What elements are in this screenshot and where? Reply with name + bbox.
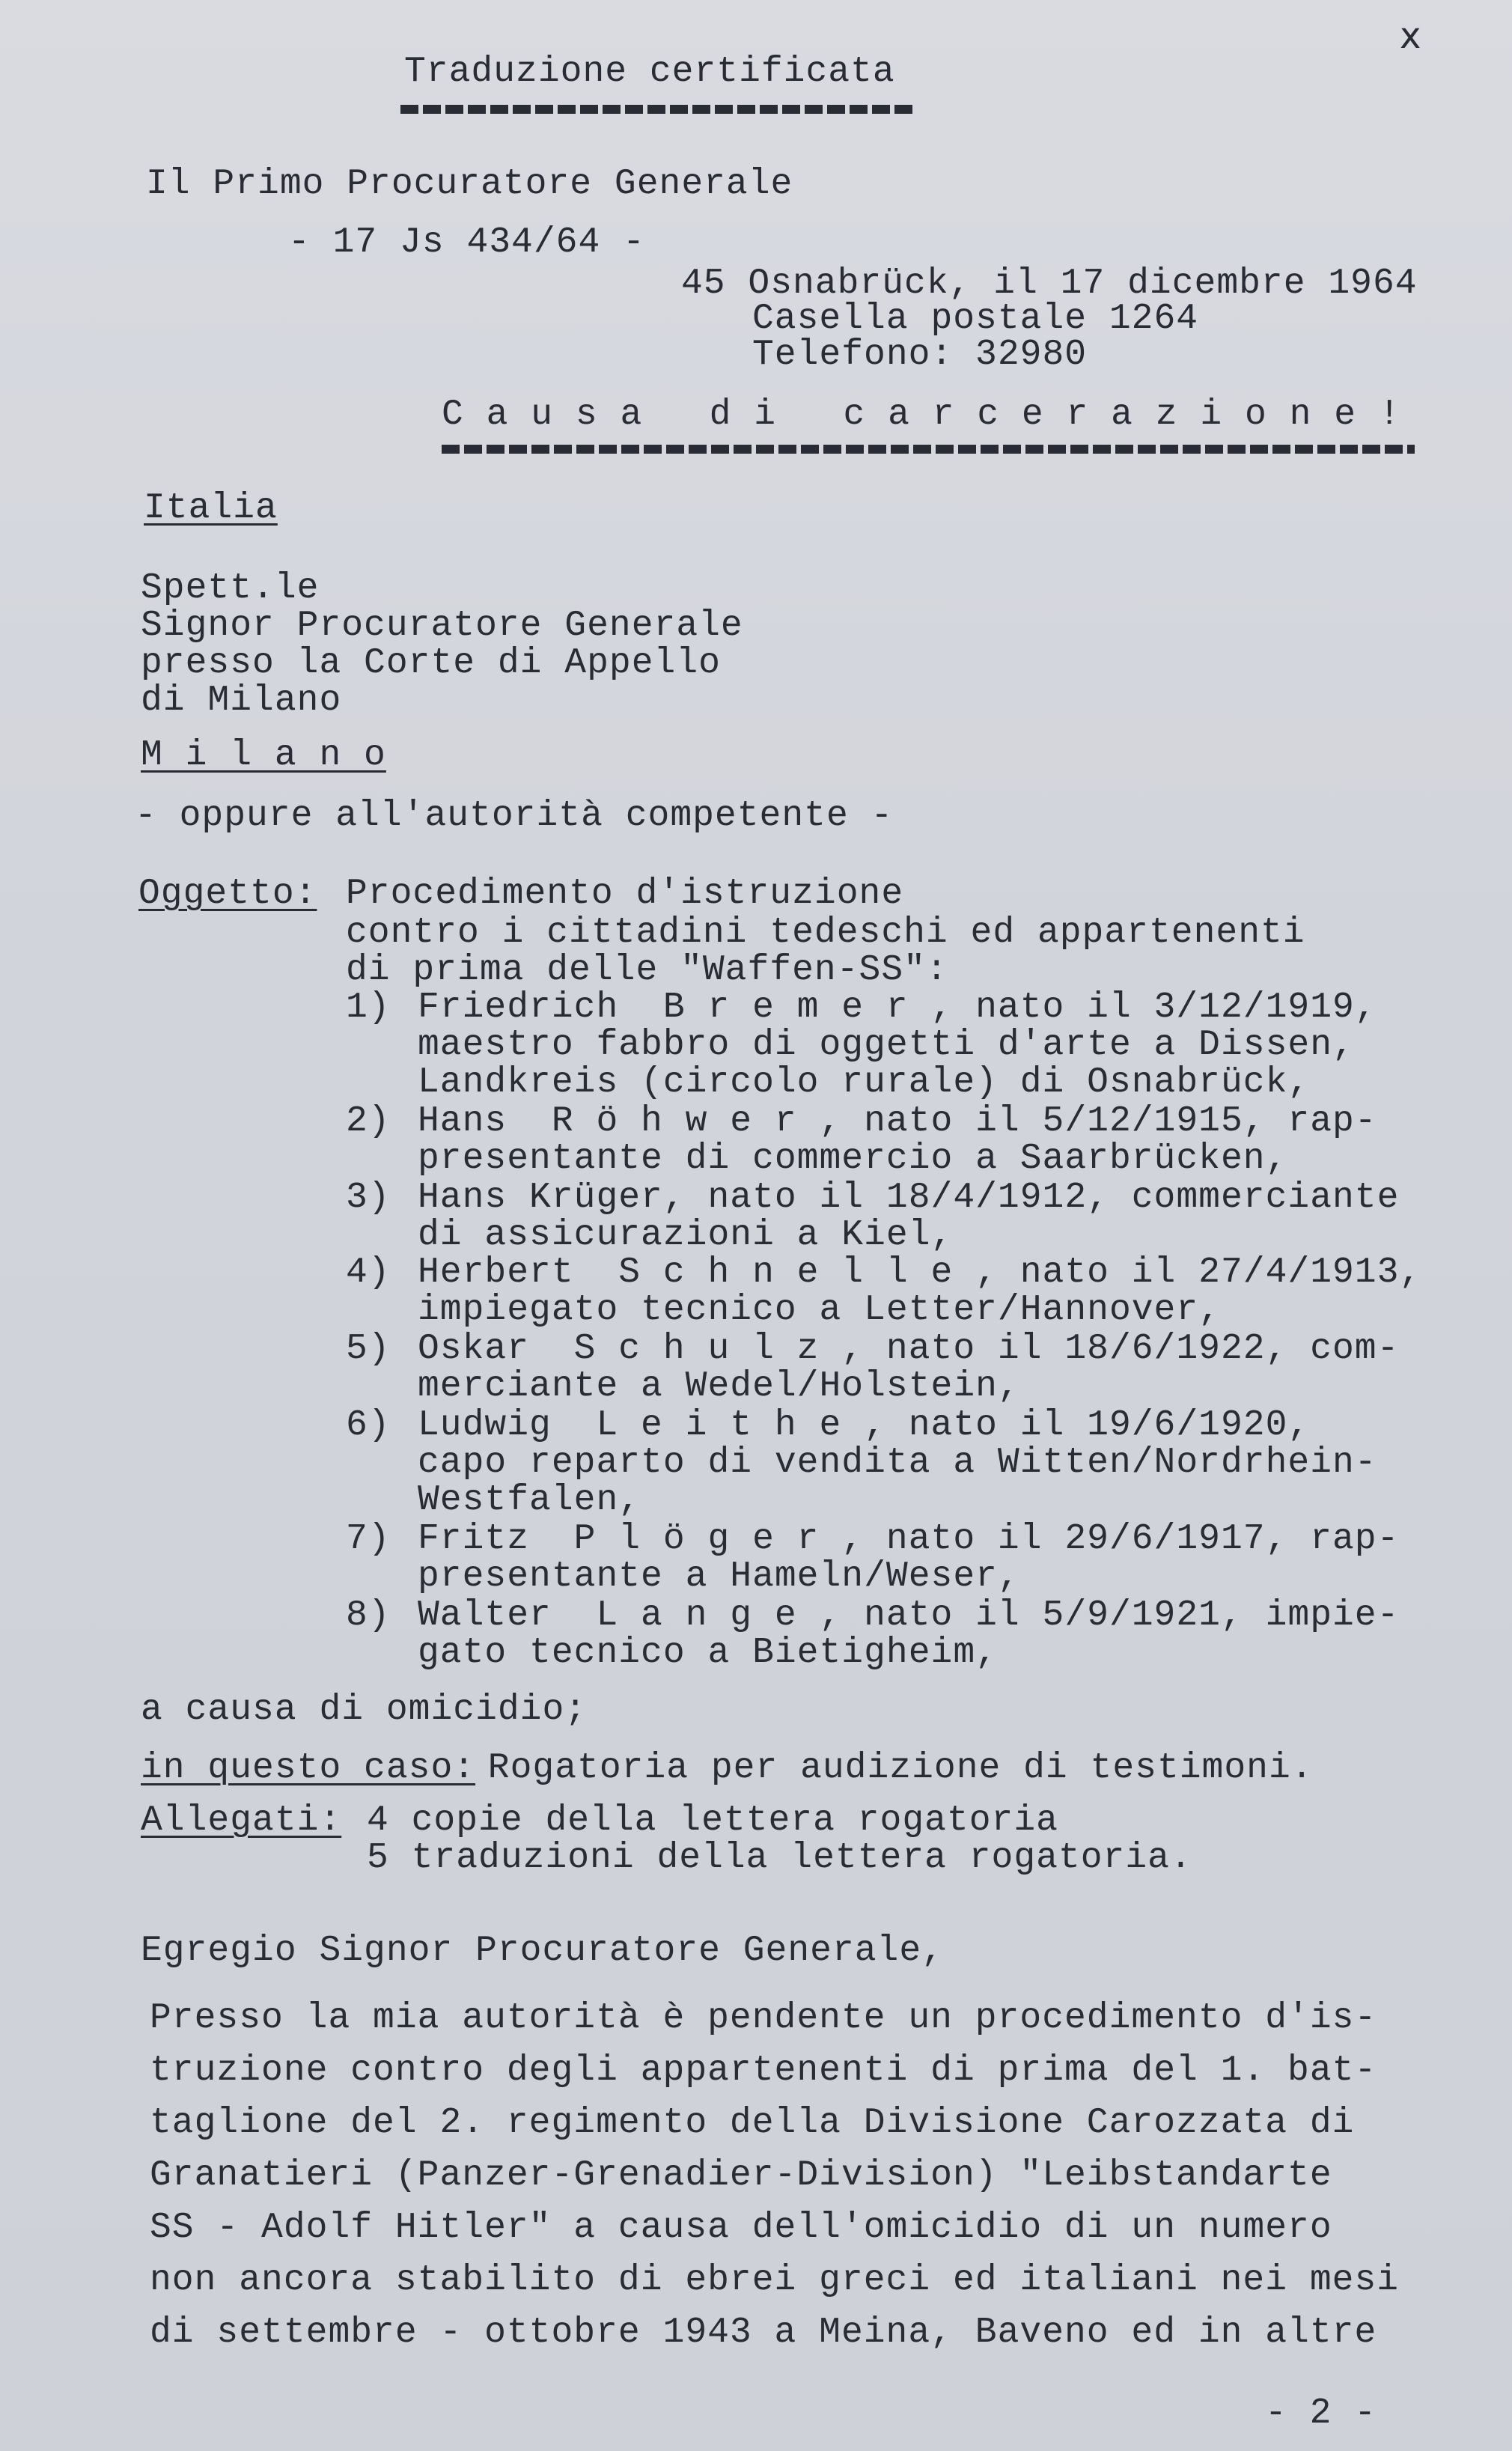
recipient-line: di Milano [141, 681, 342, 721]
file-number: - 17 Js 434/64 - [288, 222, 645, 263]
place-date: 45 Osnabrück, il 17 dicembre 1964 [681, 264, 1418, 304]
document-title: Traduzione certificata [404, 52, 895, 92]
person-line: impiegato tecnico a Letter/Hannover, [418, 1290, 1221, 1330]
person-line: presentante di commercio a Saarbrücken, [418, 1139, 1288, 1179]
subject-line: di prima delle "Waffen-SS": [346, 950, 948, 990]
body-line: SS - Adolf Hitler" a causa dell'omicidio di un numero [150, 2208, 1332, 2248]
recipient-country: Italia [144, 488, 278, 529]
person-number: 8) [346, 1595, 391, 1636]
person-line: Landkreis (circolo rurale) di Osnabrück, [418, 1062, 1311, 1103]
recipient-line: Signor Procuratore Generale [141, 606, 743, 646]
cause-text: a causa di omicidio; [141, 1690, 588, 1730]
notice-rule [442, 445, 1415, 454]
person-line: Herbert S c h n e l l e , nato il 27/4/1913, [418, 1252, 1422, 1293]
recipient-alternative: - oppure all'autorità competente - [135, 796, 894, 836]
body-line: di settembre - ottobre 1943 a Meina, Baveno ed in altre [150, 2313, 1377, 2353]
person-line: Fritz P l ö g e r , nato il 29/6/1917, rap- [418, 1519, 1400, 1559]
page-number: - 2 - [1265, 2393, 1377, 2434]
person-number: 1) [346, 987, 391, 1028]
person-line: Westfalen, [418, 1480, 641, 1520]
person-line: presentante a Hameln/Weser, [418, 1556, 1020, 1597]
person-line: di assicurazioni a Kiel, [418, 1215, 954, 1255]
body-line: truzione contro degli appartenenti di prima del 1. bat- [150, 2050, 1377, 2091]
attachment-line: 4 copie della lettera rogatoria [367, 1800, 1058, 1841]
attachments-label: Allegati: [141, 1800, 342, 1841]
person-line: Hans Krüger, nato il 18/4/1912, commerciante [418, 1178, 1400, 1218]
person-line: gato tecnico a Bietigheim, [418, 1633, 998, 1673]
person-number: 7) [346, 1519, 391, 1559]
recipient-salutation: Spett.le [141, 568, 320, 609]
case-label: in questo caso: [141, 1748, 476, 1788]
arrest-notice: C a u s a d i c a r c e r a z i o n e ! [442, 395, 1401, 435]
person-line: Walter L a n g e , nato il 5/9/1921, impie- [418, 1595, 1400, 1636]
person-line: Ludwig L e i t h e , nato il 19/6/1920, [418, 1405, 1311, 1446]
person-line: Hans R ö h w e r , nato il 5/12/1915, rap- [418, 1101, 1377, 1142]
person-line: Oskar S c h u l z , nato il 18/6/1922, com- [418, 1329, 1400, 1369]
corner-mark: x [1400, 15, 1421, 57]
person-number: 5) [346, 1329, 391, 1369]
recipient-city: M i l a n o [141, 735, 386, 776]
body-line: non ancora stabilito di ebrei greci ed italiani nei mesi [150, 2260, 1400, 2301]
person-number: 3) [346, 1178, 391, 1218]
body-line: Presso la mia autorità è pendente un procedimento d'is- [150, 1998, 1377, 2039]
phone-number: Telefono: 32980 [752, 335, 1088, 375]
subject-label: Oggetto: [138, 874, 317, 914]
recipient-line: presso la Corte di Appello [141, 643, 721, 683]
office-name: Il Primo Procuratore Generale [146, 164, 793, 204]
person-line: maestro fabbro di oggetti d'arte a Dissen, [418, 1025, 1355, 1065]
case-text: Rogatoria per audizione di testimoni. [466, 1748, 1314, 1788]
attachment-line: 5 traduzioni della lettera rogatoria. [367, 1838, 1192, 1878]
body-line: taglione del 2. regimento della Divisione Carozzata di [150, 2103, 1355, 2143]
letter-greeting: Egregio Signor Procuratore Generale, [141, 1931, 944, 1971]
subject-line: Procedimento d'istruzione [346, 874, 904, 914]
person-number: 2) [346, 1101, 391, 1142]
body-line: Granatieri (Panzer-Grenadier-Division) "Leibstandarte [150, 2155, 1332, 2196]
title-rule [400, 105, 917, 114]
person-number: 6) [346, 1405, 391, 1446]
person-line: capo reparto di vendita a Witten/Nordrhein- [418, 1443, 1377, 1483]
person-number: 4) [346, 1252, 391, 1293]
person-line: Friedrich B r e m e r , nato il 3/12/1919, [418, 987, 1377, 1028]
person-line: merciante a Wedel/Holstein, [418, 1366, 1020, 1407]
po-box: Casella postale 1264 [752, 299, 1199, 339]
subject-line: contro i cittadini tedeschi ed appartenenti [346, 913, 1305, 953]
